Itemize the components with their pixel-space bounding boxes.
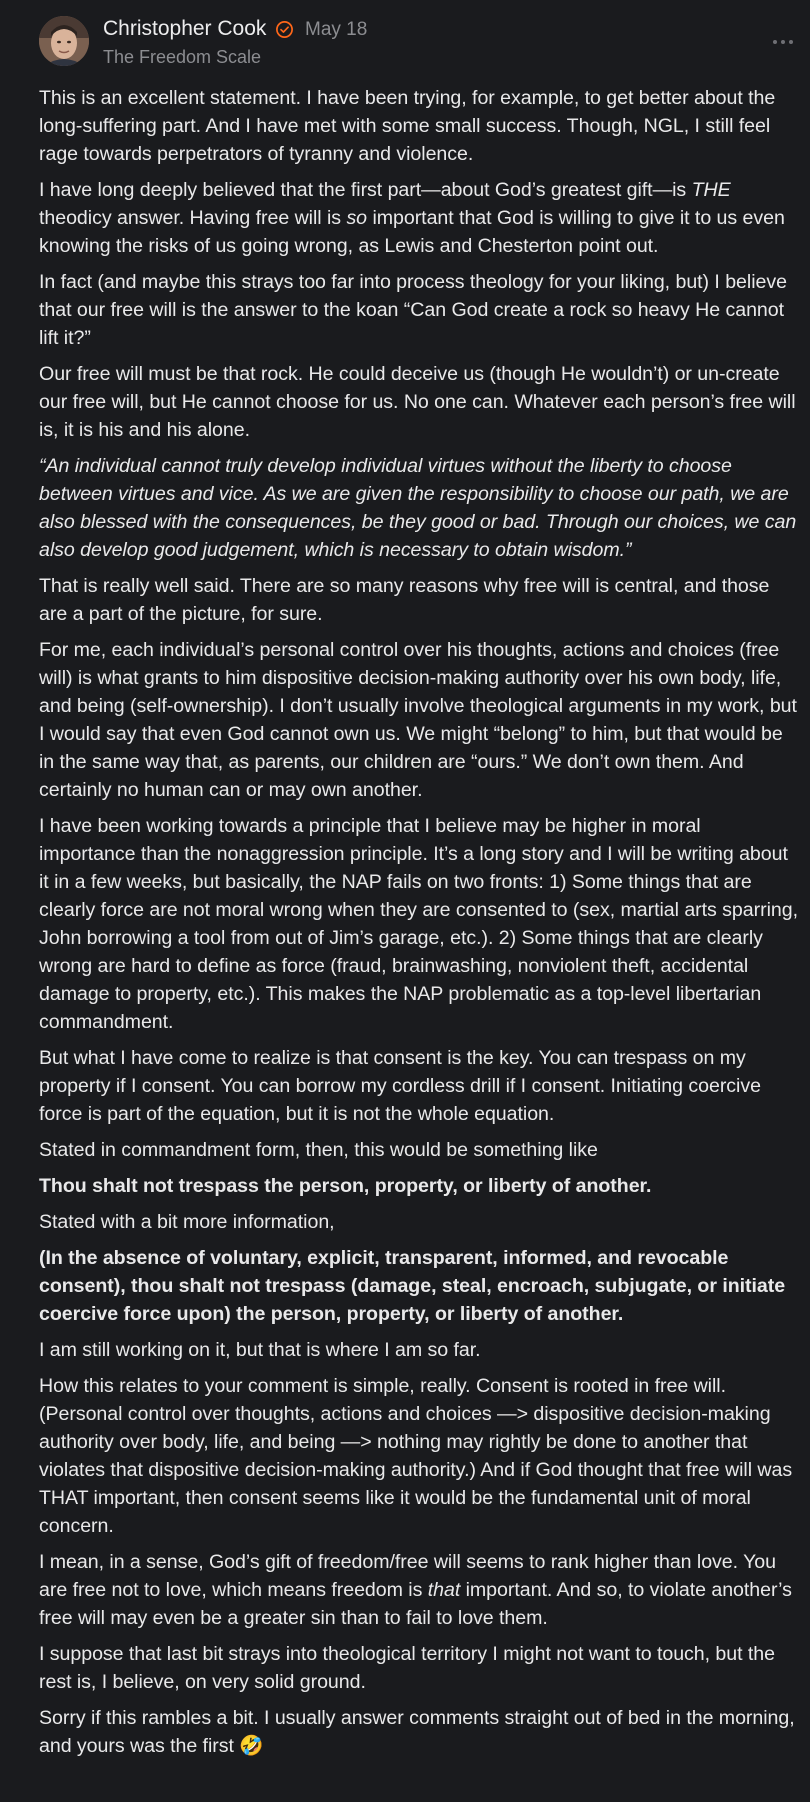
emphasis: that — [427, 1579, 461, 1601]
paragraph: This is an excellent statement. I have been trying, for example, to get better about the long-suffering part. And I have met with some small success. Though, NGL, I still feel rage towards perpetrators of tyranny and violence. — [39, 87, 776, 165]
paragraph: How this relates to your comment is simple, really. Consent is rooted in free will. (Personal control over thoughts, actions and choices —> dispositive decision-making authority over body, life, and being —> nothing may rightly be done to another that violates that dispositive decision-making authority.) And if God thought that free will was THAT important, then consent seems like it would be the fundamental unit of moral concern. — [39, 1375, 793, 1537]
paragraph: For me, each individual’s personal control over his thoughts, actions and choices (free will) is what grants to him dispositive decision-making authority over his own body, life, and being (self-ownership). I don’t usually involve theological arguments in my work, but I would say that even God cannot own us. We might “belong” to him, but that would be in the same way that, as parents, our children are “ours.” We don’t own them. And certainly no human can or may own another. — [39, 639, 797, 801]
paragraph: Our free will must be that rock. He could deceive us (though He wouldn’t) or un-create our free will, but He cannot choose for us. No one can. Whatever each person’s free will is, it is his and his alone. — [39, 363, 796, 441]
paragraph: I suppose that last bit strays into theological territory I might not want to touch, but the rest is, I believe, on very solid ground. — [39, 1643, 776, 1693]
emphasis: so — [346, 207, 368, 229]
paragraph: In fact (and maybe this strays too far into process theology for your liking, but) I believe that our free will is the answer to the koan “Can God create a rock so heavy He cannot lift it?” — [39, 271, 787, 349]
quoted-paragraph: “An individual cannot truly develop individual virtues without the liberty to choose between virtues and vice. As we are given the responsibility to choose our path, we are also blessed with the consequences, be they good or bad. Through our choices, we can also develop good judgement, which is necessary to obtain wisdom.” — [39, 455, 797, 561]
paragraph: I mean, in a sense, God’s gift of freedom/free will seems to rank higher than love. You are free not to love, which means freedom is that important. And so, to violate another’s free will may even be a greater sin than to fail to love them. — [39, 1551, 792, 1629]
avatar-image — [39, 16, 89, 66]
comment-body — [39, 84, 801, 1768]
paragraph: But what I have come to realize is that consent is the key. You can trespass on my property if I consent. You can borrow my cordless drill if I consent. Initiating coercive force is part of the equation, but it is not the whole equation. — [39, 1047, 761, 1125]
paragraph: I have long deeply believed that the first part—about God’s greatest gift—is THE theodicy answer. Having free will is so important that God is willing to give it to us even knowing the risks of us going wrong, as Lewis and Chesterton point out. — [39, 179, 785, 257]
verified-badge-icon — [275, 20, 294, 39]
more-options-icon[interactable] — [772, 38, 794, 46]
bold-paragraph: Thou shalt not trespass the person, property, or liberty of another. — [39, 1175, 652, 1197]
paragraph: I have been working towards a principle that I believe may be higher in moral importance than the nonaggression principle. It’s a long story and I will be writing about it in a few weeks, but basically, the NAP fails on two fronts: 1) Some things that are clearly force are not moral wrong when they are consented to (sex, martial arts sparring, John borrowing a tool from out of Jim’s garage, etc.). 2) Some things that are clearly wrong are hard to define as force (fraud, brainwashing, nonviolent theft, accidental damage to property, etc.). This makes the NAP problematic as a top-level libertarian commandment. — [39, 815, 798, 1033]
publication-name[interactable]: The Freedom Scale — [103, 47, 262, 67]
paragraph: I am still working on it, but that is where I am so far. — [39, 1339, 481, 1361]
comment-header — [39, 14, 799, 74]
paragraph: Sorry if this rambles a bit. I usually answer comments straight out of bed in the morning, and yours was the first 🤣 — [39, 1707, 795, 1757]
emphasis: THE — [691, 179, 731, 201]
comment-date[interactable]: May 18 — [305, 19, 368, 40]
paragraph: That is really well said. There are so many reasons why free will is central, and those are a part of the picture, for sure. — [39, 575, 770, 625]
bold-paragraph: (In the absence of voluntary, explicit, transparent, informed, and revocable consent), thou shalt not trespass (damage, steal, encroach, subjugate, or initiate coercive force upon) the person, property, or liberty of another. — [39, 1247, 786, 1325]
author-name[interactable]: Christopher Cook — [103, 17, 267, 40]
avatar[interactable] — [39, 16, 89, 66]
paragraph: Stated with a bit more information, — [39, 1211, 335, 1233]
paragraph: Stated in commandment form, then, this would be something like — [39, 1139, 598, 1161]
